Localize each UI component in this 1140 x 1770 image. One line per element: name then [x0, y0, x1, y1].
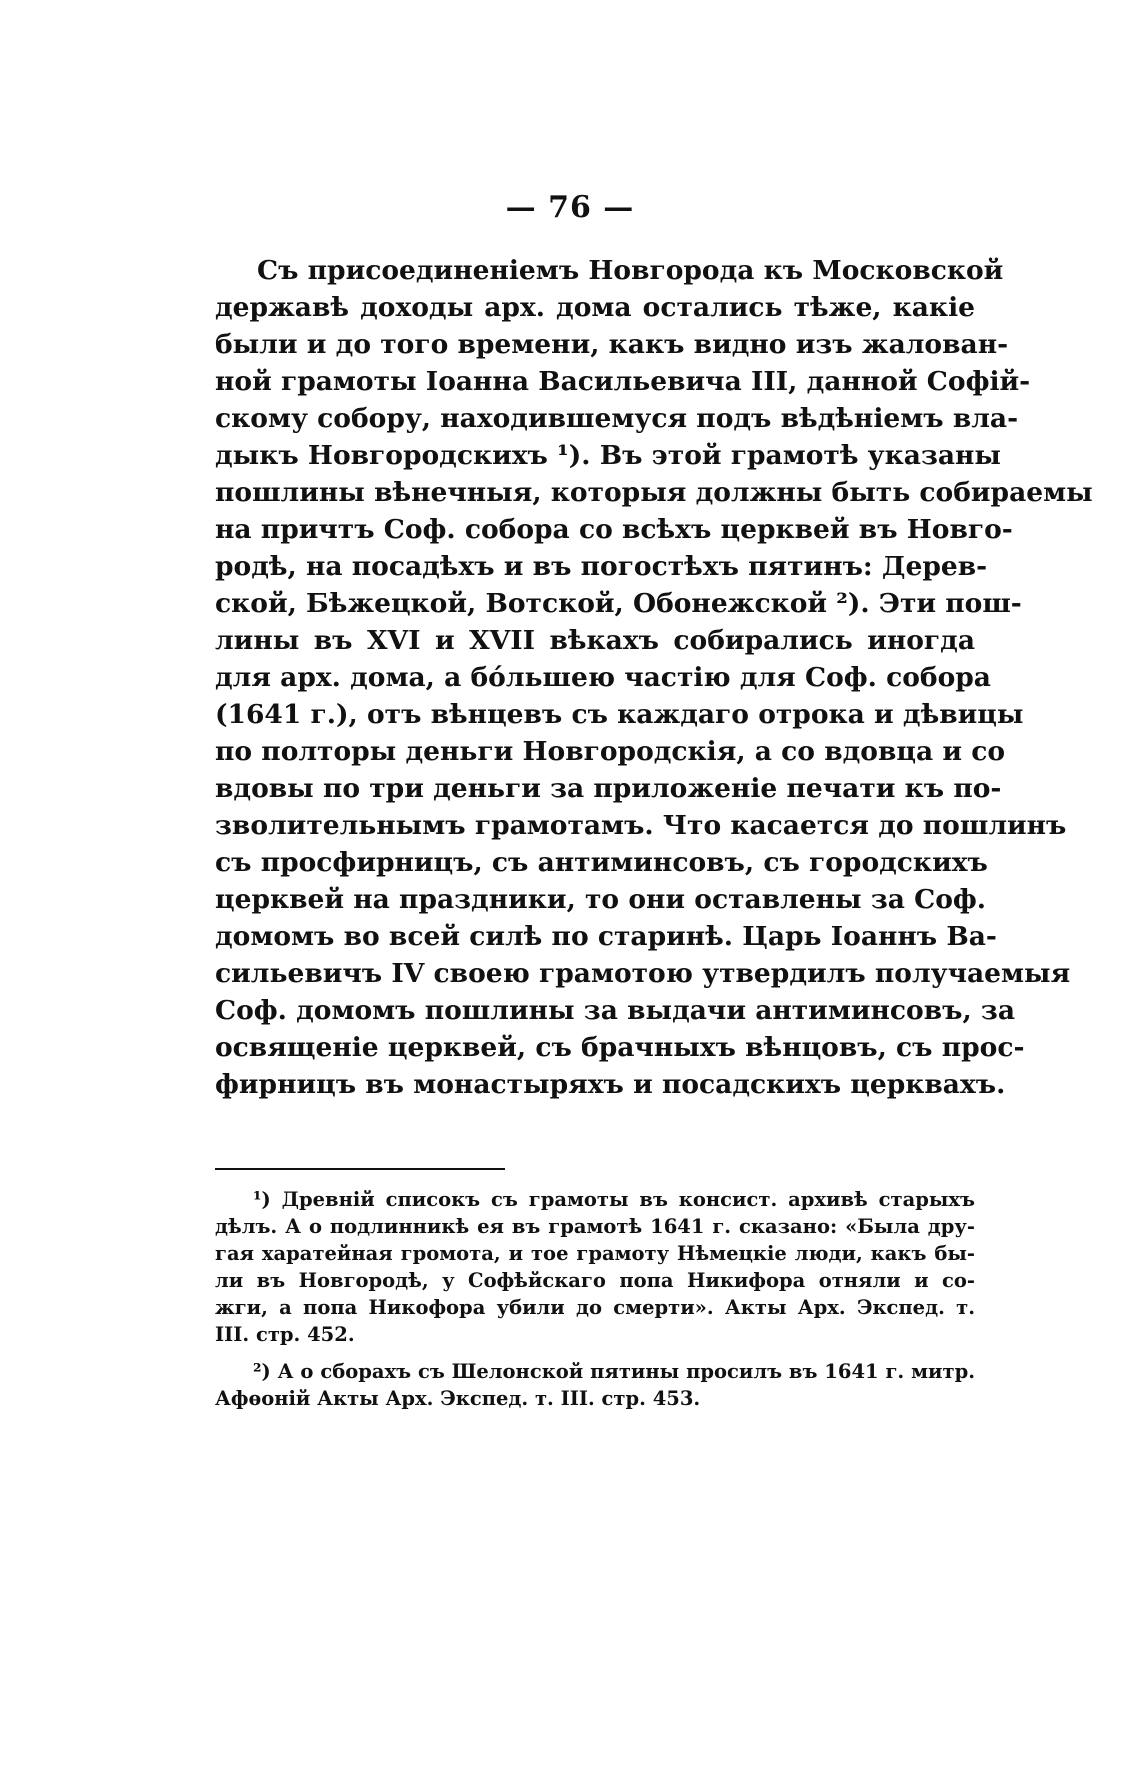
text-line: Съ присоединеніемъ Новгорода къ Московской — [257, 255, 1004, 286]
footnote-line: III. стр. 452. — [215, 1323, 355, 1346]
text-line: ной грамоты Іоанна Васильевича III, данной Софій- — [215, 366, 1031, 397]
footnote-gap — [215, 1348, 975, 1358]
text-line: сильевичъ IV своею грамотою утвердилъ получаемыя — [215, 958, 1071, 989]
footnote-line: Афѳоній Акты Арх. Экспед. т. III. стр. 453. — [215, 1387, 701, 1410]
footnote-line: ¹) Древній списокъ съ грамоты въ консист. архивѣ старыхъ — [253, 1188, 975, 1211]
text-line: (1641 г.), отъ вѣнцевъ съ каждаго отрока и дѣвицы — [215, 699, 1024, 730]
footnote-line: гая харатейная громота, и тое грамоту Нѣмецкіе люди, какъ бы- — [215, 1242, 975, 1265]
text-line: церквей на праздники, то они оставлены за Соф. — [215, 884, 987, 915]
text-line: для арх. дома, а бо́льшею частію для Соф. собора — [215, 662, 991, 693]
text-line: на причтъ Соф. собора со всѣхъ церквей въ Новго- — [215, 514, 1013, 545]
text-line: лины въ XVI и XVII вѣкахъ собирались иногда — [215, 625, 975, 656]
footnote-line: дѣлъ. А о подлинникѣ ея въ грамотѣ 1641 г. сказано: «Была дру- — [215, 1215, 975, 1238]
footnote-2 — [215, 1358, 975, 1412]
main-text-block — [215, 252, 1093, 1103]
text-line: вдовы по три деньги за приложеніе печати къ по- — [215, 773, 1002, 804]
text-line: родѣ, на посадѣхъ и въ погостѣхъ пятинъ: Дерев- — [215, 551, 988, 582]
text-line: были и до того времени, какъ видно изъ жалован- — [215, 329, 1009, 360]
text-line: ской, Бѣжецкой, Вотской, Обонежской ²). Эти пош- — [215, 588, 1022, 619]
footnote-line: жги, а попа Никофора убили до смерти». Акты Арх. Экспед. т. — [215, 1296, 975, 1319]
text-line: по полторы деньги Новгородскія, а со вдовца и со — [215, 736, 1006, 767]
text-line: Соф. домомъ пошлины за выдачи антиминсовъ, за — [215, 995, 1015, 1026]
text-line: дыкъ Новгородскихъ ¹). Въ этой грамотѣ указаны — [215, 440, 1001, 471]
text-line: освященіе церквей, съ брачныхъ вѣнцовъ, съ прос- — [215, 1032, 1025, 1063]
footnote-line: ли въ Новгородѣ, у Софѣйскаго попа Никифора отняли и со- — [215, 1269, 975, 1292]
footnotes-block — [215, 1186, 975, 1412]
text-line: зволительнымъ грамотамъ. Что касается до пошлинъ — [215, 810, 1067, 841]
text-line: державѣ доходы арх. дома остались тѣже, какіе — [215, 292, 975, 323]
footnote-1 — [215, 1186, 975, 1348]
footnote-divider — [215, 1168, 505, 1170]
text-line: пошлины вѣнечныя, которыя должны быть собираемы — [215, 477, 1093, 508]
text-line: домомъ во всей силѣ по старинѣ. Царь Іоаннъ Ва- — [215, 921, 997, 952]
text-line: скому собору, находившемуся подъ вѣдѣніемъ вла- — [215, 403, 1019, 434]
text-line: съ просфирницъ, съ антиминсовъ, съ городскихъ — [215, 847, 988, 878]
text-line: фирницъ въ монастыряхъ и посадскихъ церквахъ. — [215, 1069, 1006, 1100]
page-number: — 76 — — [505, 190, 635, 225]
footnote-line: ²) А о сборахъ съ Шелонской пятины просилъ въ 1641 г. митр. — [253, 1360, 975, 1383]
